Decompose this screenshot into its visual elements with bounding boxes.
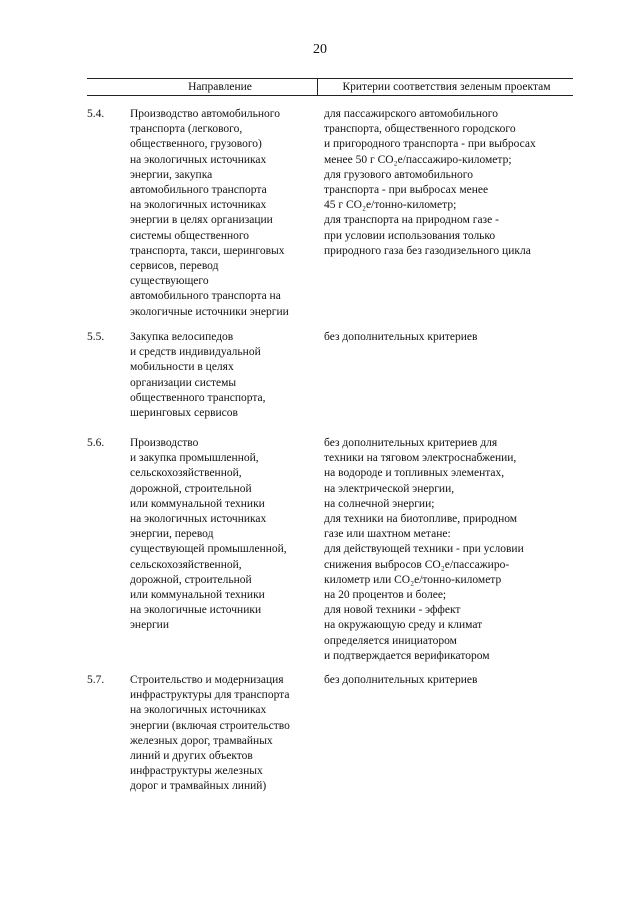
row-criteria-cell <box>324 330 574 345</box>
direction-text-line: общественного, грузового) <box>130 138 262 151</box>
direction-text-line: энергии <box>130 619 169 632</box>
criteria-text-line: для пассажирского автомобильного <box>324 108 498 120</box>
direction-text-line: энергии (включая строительство <box>130 719 290 732</box>
direction-text-line: или коммунальной техники <box>130 497 265 510</box>
direction-text-line: на экологичных источниках <box>130 704 267 717</box>
column-header-direction: Направление <box>188 81 252 93</box>
direction-text-line: энергии, перевод <box>130 528 214 541</box>
criteria-text-line: и пригородного транспорта - при выбросах <box>324 138 536 151</box>
criteria-text-line: на 20 процентов и более; <box>324 589 447 602</box>
criteria-text-line: для транспорта на природном газе - <box>324 214 499 227</box>
direction-text-line: линий и других объектов <box>130 750 253 763</box>
criteria-text-line: для грузового автомобильного <box>324 168 473 181</box>
direction-text-line: Производство <box>130 437 199 449</box>
direction-text-line: существующей промышленной, <box>130 543 287 556</box>
table-header <box>87 78 573 96</box>
direction-text-line: дорог и трамвайных линий) <box>130 780 267 793</box>
direction-text-line: железных дорог, трамвайных <box>130 734 273 747</box>
page-number: 20 <box>313 42 327 57</box>
direction-text-line: существующего <box>130 275 209 288</box>
criteria-text-line: без дополнительных критериев <box>324 674 478 686</box>
direction-text-line: автомобильного транспорта на <box>130 290 281 303</box>
criteria-text-line: определяется инициатором <box>324 634 457 647</box>
row-direction-cell <box>130 330 315 421</box>
direction-text-line: на экологичных источниках <box>130 153 267 166</box>
direction-text-line: автомобильного транспорта <box>130 184 267 197</box>
row-criteria-cell <box>324 673 574 688</box>
direction-text-line: сервисов, перевод <box>130 260 219 273</box>
criteria-text-line: для техники на биотопливе, природном <box>324 513 518 526</box>
direction-text-line: на экологичных источниках <box>130 199 267 212</box>
criteria-text-line: на окружающую среду и климат <box>324 619 483 632</box>
direction-text-line: шеринговых сервисов <box>130 407 238 420</box>
row-number: 5.4. <box>87 108 105 120</box>
row-criteria-cell <box>324 436 574 664</box>
column-divider <box>317 79 318 95</box>
direction-text-line: инфраструктуры для транспорта <box>130 689 290 702</box>
direction-text-line: системы общественного <box>130 229 250 242</box>
criteria-text-line: 45 г CO₂е/тонно-километр; <box>324 199 457 212</box>
row-number: 5.5. <box>87 331 105 343</box>
direction-text-line: на экологичных источниках <box>130 513 267 526</box>
row-direction-cell <box>130 673 315 795</box>
direction-text-line: и средств индивидуальной <box>130 346 261 359</box>
criteria-text-line: менее 50 г CO₂е/пассажиро-километр; <box>324 153 512 166</box>
row-number: 5.6. <box>87 437 105 449</box>
criteria-text-line: для действующей техники - при условии <box>324 543 524 556</box>
direction-text-line: энергии, закупка <box>130 168 213 181</box>
direction-text-line: Производство автомобильного <box>130 108 280 120</box>
criteria-text-line: на водороде и топливных элементах, <box>324 467 505 480</box>
direction-text-line: инфраструктуры железных <box>130 765 263 778</box>
direction-text-line: экологичные источники энергии <box>130 305 289 318</box>
column-header-criteria: Критерии соответствия зеленым проектам <box>342 81 551 93</box>
criteria-text-line: километр или CO₂е/тонно-километр <box>324 573 502 586</box>
criteria-text-line: газе или шахтном метане: <box>324 528 451 541</box>
criteria-text-line: без дополнительных критериев для <box>324 437 498 449</box>
direction-text-line: энергии в целях организации <box>130 214 273 227</box>
criteria-text-line: на солнечной энергии; <box>324 497 435 510</box>
row-direction-cell <box>130 107 315 320</box>
criteria-text-line: на электрической энергии, <box>324 482 455 495</box>
criteria-text-line: при условии использования только <box>324 229 496 242</box>
direction-text-line: мобильности в целях <box>130 361 234 374</box>
criteria-text-line: природного газа без газодизельного цикла <box>324 244 531 257</box>
direction-text-line: транспорта, такси, шеринговых <box>130 244 285 257</box>
criteria-text-line: для новой техники - эффект <box>324 604 461 617</box>
row-criteria-cell <box>324 107 574 259</box>
criteria-text-line: без дополнительных критериев <box>324 331 478 343</box>
direction-text-line: и закупка промышленной, <box>130 452 259 465</box>
criteria-text-line: и подтверждается верификатором <box>324 649 490 662</box>
row-direction-cell <box>130 436 315 634</box>
direction-text-line: сельскохозяйственной, <box>130 467 242 480</box>
direction-text-line: транспорта (легкового, <box>130 123 243 136</box>
direction-text-line: организации системы <box>130 376 237 389</box>
direction-text-line: Строительство и модернизация <box>130 674 284 686</box>
direction-text-line: дорожной, строительной <box>130 482 252 495</box>
direction-text-line: дорожной, строительной <box>130 573 252 586</box>
direction-text-line: Закупка велосипедов <box>130 331 234 343</box>
direction-text-line: общественного транспорта, <box>130 391 266 404</box>
direction-text-line: сельскохозяйственной, <box>130 558 242 571</box>
direction-text-line: на экологичные источники <box>130 604 262 617</box>
row-number: 5.7. <box>87 674 105 686</box>
criteria-text-line: транспорта - при выбросах менее <box>324 184 489 197</box>
criteria-text-line: техники на тяговом электроснабжении, <box>324 452 517 465</box>
criteria-text-line: снижения выбросов CO₂е/пассажиро- <box>324 558 510 571</box>
criteria-text-line: транспорта, общественного городского <box>324 123 516 136</box>
direction-text-line: или коммунальной техники <box>130 589 265 602</box>
